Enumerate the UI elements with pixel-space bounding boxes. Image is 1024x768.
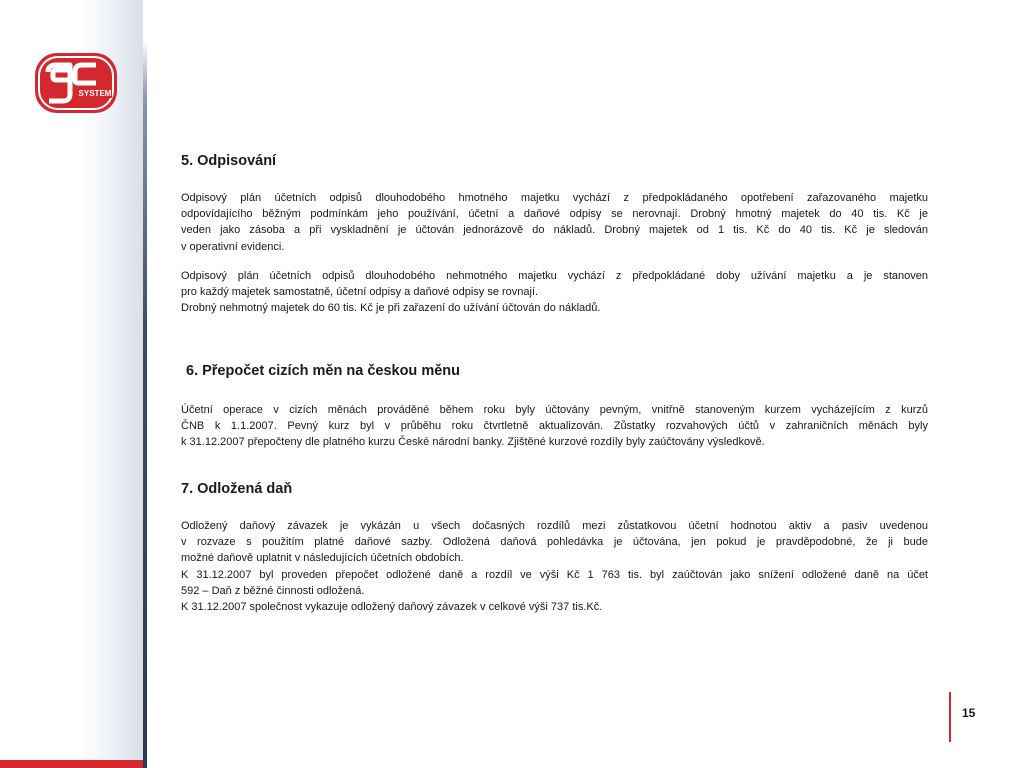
text-line: Odpisový plán účetních odpisů dlouhodobého nehmotného majetku vychází z předpokládané doby užívání majetku a je stanoven <box>181 270 928 282</box>
section-5-paragraph-1 <box>181 190 928 255</box>
text-line: odpovídajícího běžným podmínkám jeho používání, účetní a daňové odpisy se nerovnají. Drobný hmotný majetek do 40 tis. Kč je <box>181 208 928 221</box>
text-line: v rozvaze s použitím platné daňové sazby. Odložená daňová pohledávka je účtována, jen pokud je pravděpodobné, že ji bude <box>181 536 928 549</box>
text-line: Drobný nehmotný majetek do 60 tis. Kč je při zařazení do užívání účtován do nákladů. <box>181 302 601 314</box>
text-line: Odložený daňový závazek je vykázán u všech dočasných rozdílů mezi zůstatkovou účetní hodnotou aktiv a pasiv uvedenou <box>181 520 928 532</box>
text-line: ČNB k 1.1.2007. Pevný kurz byl v průběhu roku čtvrtletně aktualizován. Zůstatky rozvahových účtů v zahraničních měnách byly <box>181 420 928 433</box>
section-7-heading: 7. Odložená daň <box>181 481 293 497</box>
text-line: veden jako zásoba a při vyskladnění je účtován jednorázově do nákladů. Drobný majetek od 1 tis. Kč do 40 tis. Kč je sledován <box>181 224 928 237</box>
text-line: pro každý majetek samostatně, účetní odpisy a daňové odpisy se rovnají. <box>181 286 539 299</box>
section-6-heading: 6. Přepočet cizích měn na českou měnu <box>186 363 460 379</box>
section-5-heading: 5. Odpisování <box>181 153 277 169</box>
page-number-divider <box>949 692 951 742</box>
section-6-paragraph <box>181 402 928 451</box>
section-5-paragraph-2 <box>181 268 928 300</box>
text-line: K 31.12.2007 byl proveden přepočet odložené daně a rozdíl ve výši Kč 1 763 tis. byl zaúčtován jako snížení odložené daně na účet <box>181 568 928 581</box>
text-line: K 31.12.2007 společnost vykazuje odložený daňový závazek v celkové výši 737 tis.Kč. <box>181 601 603 614</box>
gc-system-logo-icon <box>34 52 118 114</box>
text-line: k 31.12.2007 přepočteny dle platného kurzu České národní banky. Zjištěné kurzové rozdíly byly zaúčtovány výsledkově. <box>181 436 765 449</box>
text-line: 592 – Daň z běžné činnosti odložená. <box>181 584 365 597</box>
bottom-red-bar <box>0 760 143 768</box>
text-line: Účetní operace v cizích měnách prováděné během roku byly účtovány pevným, vnitřně stanoveným kurzem vycházejícím z kurzů <box>181 404 928 416</box>
section-5-paragraph-3 <box>181 300 928 316</box>
text-line: v operativní evidenci. <box>181 240 285 253</box>
text-line: Odpisový plán účetních odpisů dlouhodobého hmotného majetku vychází z předpokládaného opotřebení zařazovaného majetku <box>181 192 928 204</box>
logo-text: SYSTEM <box>78 89 112 98</box>
sidebar-edge-shadow <box>143 40 147 768</box>
page-number: 15 <box>962 706 976 720</box>
text-line: možné daňově uplatnit v následujících účetních obdobích. <box>181 552 464 565</box>
section-7-paragraph <box>181 518 928 615</box>
